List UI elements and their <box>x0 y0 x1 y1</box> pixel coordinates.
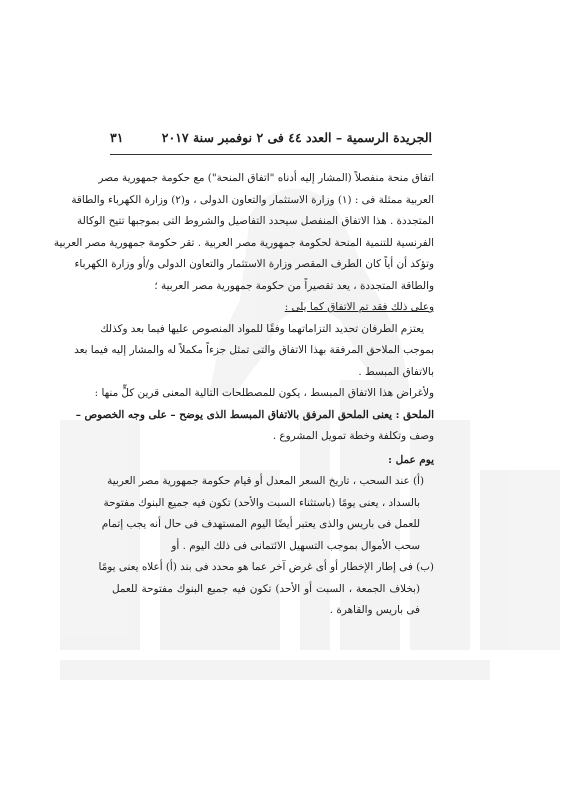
text-line: المتجددة . هذا الاتفاق المنفصل سيحدد التفاصيل والشروط التى بموجبها تتيح الوكالة <box>77 215 434 227</box>
text-line: العربية ممثلة فى : (١) وزارة الاستثمار والتعاون الدولى ، و(٢) وزارة الكهرباء والطاقة <box>71 193 434 206</box>
definition-business-day: يوم عمل : <box>388 453 434 466</box>
text-line: (أ) عند السحب ، تاريخ السعر المعدل أو قيام حكومة جمهورية مصر العربية <box>107 475 424 487</box>
header-title: الجريدة الرسمية – العدد ٤٤ فى ٢ نوفمبر سنة ٢٠١٧ <box>161 130 432 145</box>
text-line: وصف وتكلفة وخطة تمويل المشروع . <box>272 430 434 442</box>
text-line: يعتزم الطرفان تحديد التزاماتهما وفقًا للمواد المنصوص عليها فيما بعد وكذلك <box>100 322 424 335</box>
agreement-intro: وعلى ذلك فقد تم الاتفاق كما يلى : <box>284 301 434 313</box>
text-line: الفرنسية للتنمية المنحة لحكومة جمهورية مصر العربية . تقر حكومة جمهورية مصر العربية <box>53 236 434 249</box>
text-line <box>112 297 434 319</box>
text-line: ولأغراض هذا الاتفاق المبسط ، يكون للمصطلحات التالية المعنى قرين كلٍّ منها : <box>94 387 434 399</box>
text-line: بالسداد ، يعنى يومًا (باستثناء السبت والأحد) تكون فيه جميع البنوك مفتوحة <box>103 496 420 509</box>
text-line: بالاتفاق المبسط . <box>358 365 434 378</box>
text-line: اتفاق منحة منفصلاً (المشار إليه أدناه "اتفاق المنحة") مع حكومة جمهورية مصر <box>98 172 434 184</box>
text-line: فى باريس والقاهرة . <box>329 604 420 616</box>
page-header <box>110 130 432 145</box>
text-line: والطاقة المتجددة ، يعد تقصيراً من حكومة جمهورية مصر العربية ؛ <box>154 279 434 292</box>
text-line: (ب) فى إطار الإخطار أو أى غرض آخر عما هو محدد فى بند (أ) أعلاه يعنى يومًا <box>98 561 434 573</box>
document-body <box>53 168 434 622</box>
text-line: (بخلاف الجمعة ، السبت أو الأحد) تكون فيه جميع البنوك مفتوحة للعمل <box>112 582 420 595</box>
text-line: وتؤكد أن أياً كان الطرف المقصر وزارة الاستثمار والتعاون الدولى و/أو وزارة الكهرباء <box>74 258 434 270</box>
page-number: ٣١ <box>110 130 124 145</box>
header-divider <box>110 154 432 155</box>
text-line: للعمل فى باريس والذى يعتبر أيضًا اليوم المستهدف فى حال أنه يجب إتمام <box>101 518 420 530</box>
text-line: سحب الأموال بموجب التسهيل الائتمانى فى ذلك اليوم . أو <box>171 539 420 552</box>
text-line: بموجب الملاحق المرفقة بهذا الاتفاق والتى تمثل جزءاً مكملاً له والمشار إليه فيما بعد <box>74 344 434 356</box>
definition-annex: الملحق : يعنى الملحق المرفق بالاتفاق المبسط الذى يوضح – على وجه الخصوص – <box>75 408 434 421</box>
